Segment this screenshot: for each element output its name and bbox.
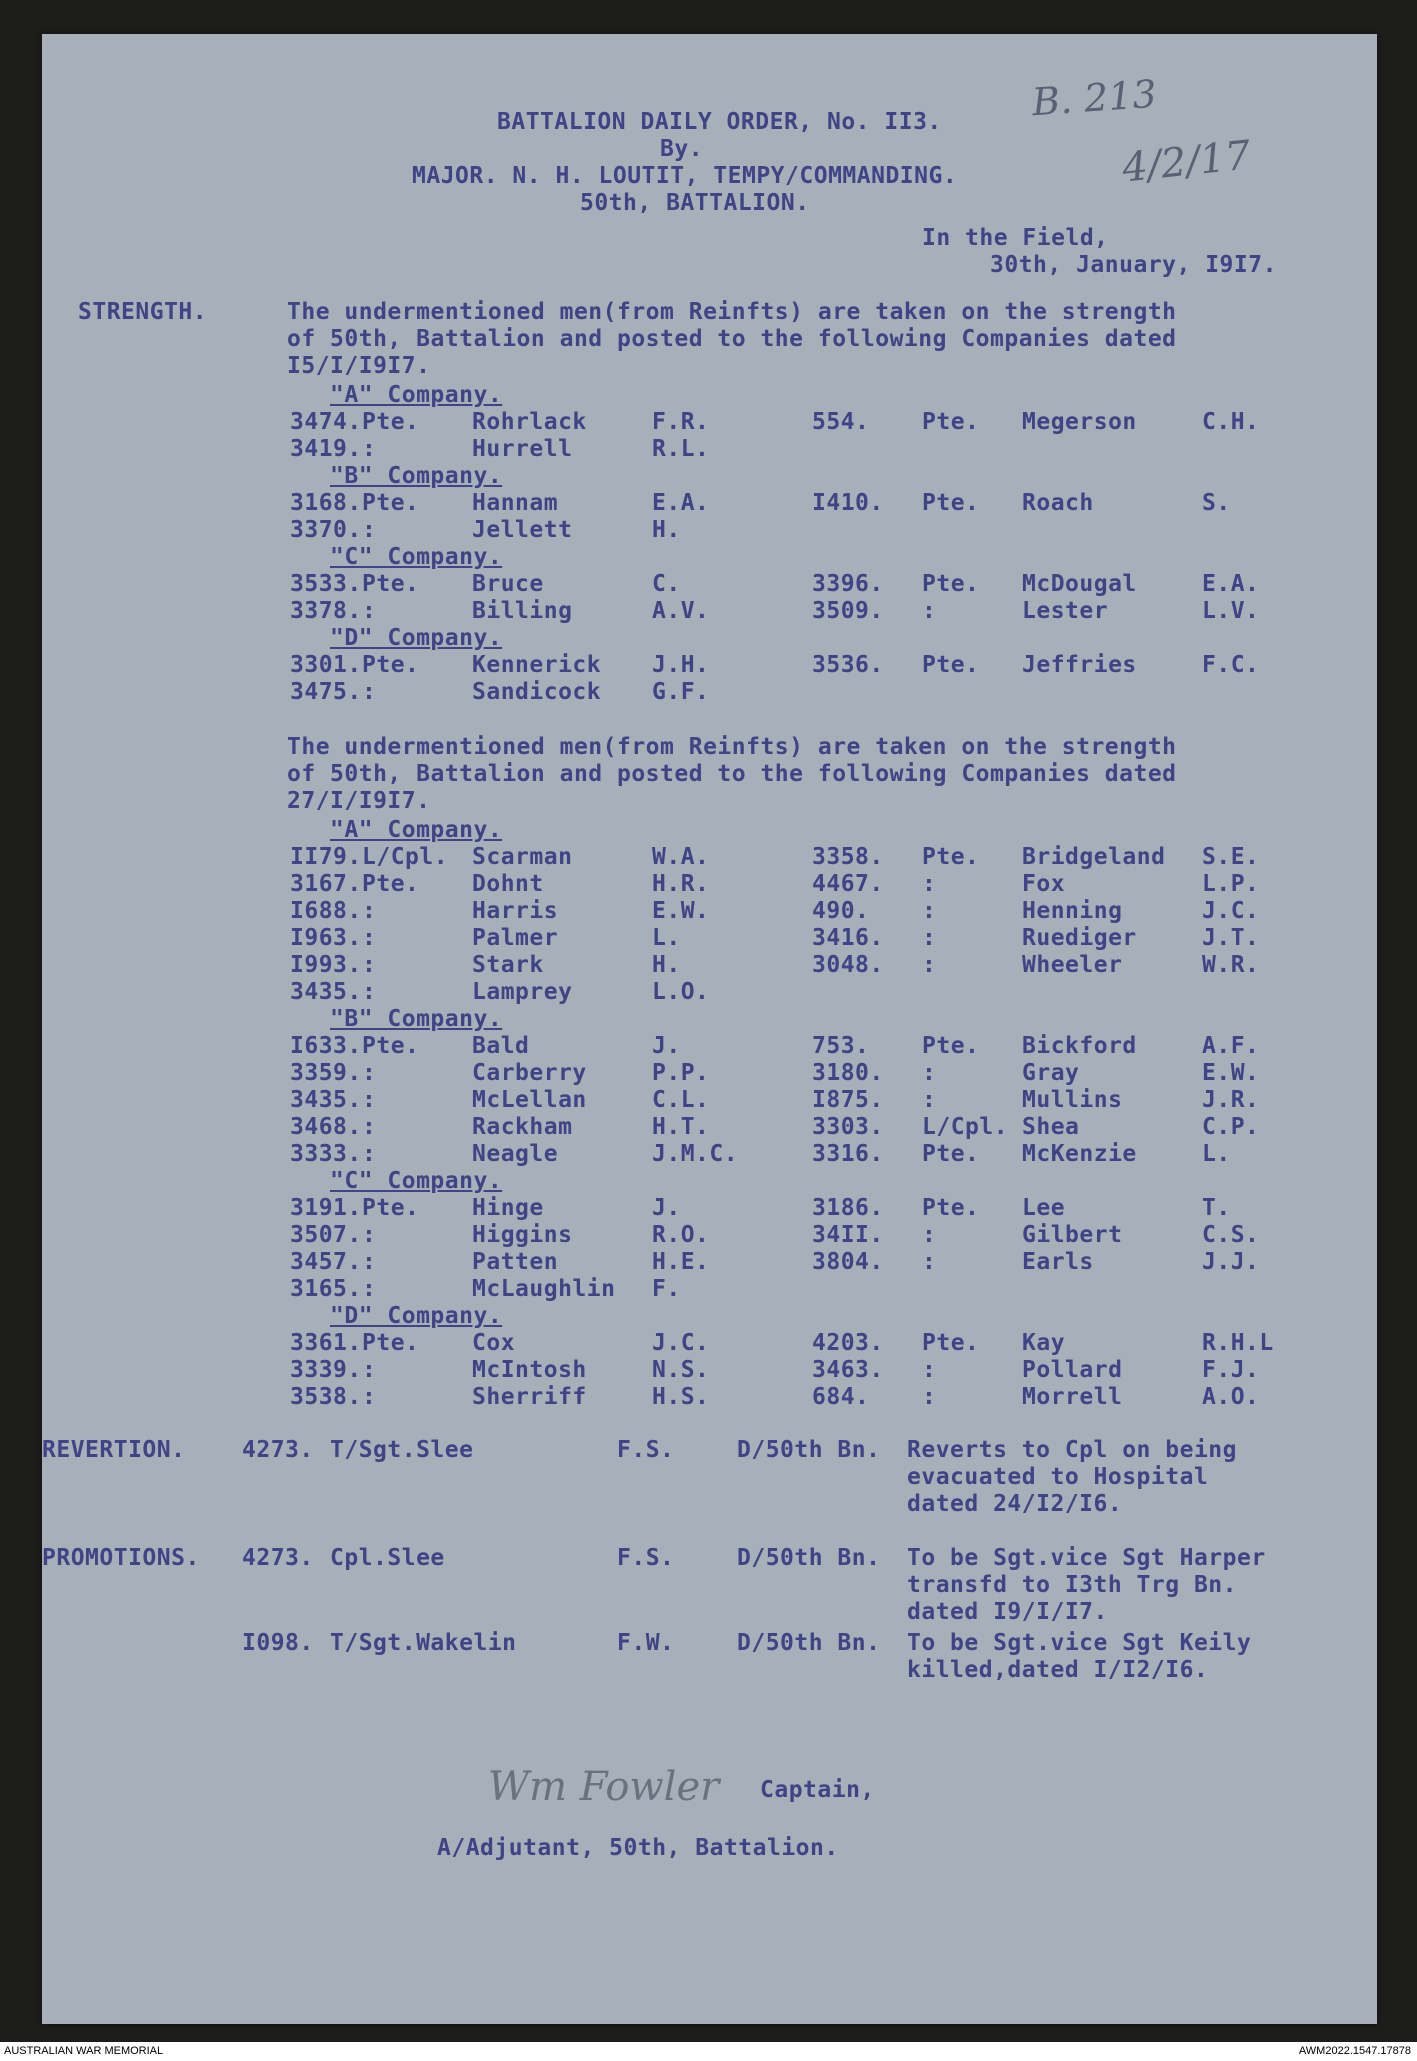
- roll-cell: Gray: [1022, 1060, 1080, 1086]
- roll-cell: 3419.: [290, 436, 362, 462]
- roll-cell: 3301.: [290, 652, 362, 678]
- roll-cell: 3378.: [290, 598, 362, 624]
- roll-cell: S.: [1202, 490, 1231, 516]
- company-heading: "B" Company.: [330, 1006, 503, 1032]
- roll-cell: Sandicock: [472, 679, 602, 705]
- roll-cell: C.S.: [1202, 1222, 1260, 1248]
- roll-cell: 3468.: [290, 1114, 362, 1140]
- roll-cell: 3168.: [290, 490, 362, 516]
- roll-cell: Fox: [1022, 871, 1066, 897]
- roll-cell: Ruediger: [1022, 925, 1137, 951]
- roll-cell: Bald: [472, 1033, 530, 1059]
- roll-cell: Pte.: [922, 1141, 980, 1167]
- strength-paragraph-2-line: 27/I/I9I7.: [287, 788, 431, 814]
- strength-paragraph-1-line: I5/I/I9I7.: [287, 353, 431, 379]
- reversion-number: 4273.: [242, 1437, 314, 1463]
- roll-cell: 3303.: [812, 1114, 884, 1140]
- roll-cell: 3167.: [290, 871, 362, 897]
- roll-cell: Bickford: [1022, 1033, 1137, 1059]
- roll-cell: 3191.: [290, 1195, 362, 1221]
- roll-cell: :: [362, 1357, 377, 1383]
- reversion-text: dated 24/I2/I6.: [907, 1491, 1123, 1517]
- roll-cell: Pte.: [362, 409, 420, 435]
- roll-cell: Pollard: [1022, 1357, 1123, 1383]
- promotion-text: To be Sgt.vice Sgt Keily: [907, 1630, 1252, 1656]
- order-title: BATTALION DAILY ORDER, No. II3.: [497, 109, 942, 135]
- roll-cell: 3435.: [290, 1087, 362, 1113]
- roll-cell: 3457.: [290, 1249, 362, 1275]
- roll-cell: Stark: [472, 952, 544, 978]
- company-heading: "C" Company.: [330, 544, 503, 570]
- roll-cell: :: [922, 598, 937, 624]
- roll-cell: R.L.: [652, 436, 710, 462]
- handwritten-signature: Wm Fowler: [488, 1764, 720, 1810]
- promotion-name: Cpl.Slee: [330, 1545, 445, 1571]
- roll-cell: Rackham: [472, 1114, 573, 1140]
- handwritten-reference: B. 213: [1030, 71, 1159, 125]
- roll-cell: Pte.: [922, 571, 980, 597]
- roll-cell: 3316.: [812, 1141, 884, 1167]
- roll-cell: Pte.: [362, 490, 420, 516]
- roll-cell: 3435.: [290, 979, 362, 1005]
- reversion-text: Reverts to Cpl on being: [907, 1437, 1237, 1463]
- roll-cell: McDougal: [1022, 571, 1137, 597]
- roll-cell: :: [362, 925, 377, 951]
- reversion-initials: F.S.: [617, 1437, 675, 1463]
- roll-cell: R.H.L: [1202, 1330, 1274, 1356]
- roll-cell: I993.: [290, 952, 362, 978]
- roll-cell: Dohnt: [472, 871, 544, 897]
- roll-cell: 3396.: [812, 571, 884, 597]
- roll-cell: Palmer: [472, 925, 559, 951]
- roll-cell: 3180.: [812, 1060, 884, 1086]
- roll-cell: Pte.: [922, 490, 980, 516]
- roll-cell: :: [362, 1087, 377, 1113]
- roll-cell: J.: [652, 1033, 681, 1059]
- strength-paragraph-2-line: of 50th, Battalion and posted to the following Companies dated: [287, 761, 1177, 787]
- promotions-heading: PROMOTIONS.: [42, 1545, 200, 1571]
- roll-cell: Patten: [472, 1249, 559, 1275]
- archive-footer: [0, 2042, 1417, 2061]
- roll-cell: 3507.: [290, 1222, 362, 1248]
- roll-cell: McIntosh: [472, 1357, 587, 1383]
- roll-cell: Henning: [1022, 898, 1123, 924]
- roll-cell: H.S.: [652, 1384, 710, 1410]
- roll-cell: 490.: [812, 898, 870, 924]
- roll-cell: J.H.: [652, 652, 710, 678]
- promotion-text: To be Sgt.vice Sgt Harper: [907, 1545, 1266, 1571]
- roll-cell: :: [362, 436, 377, 462]
- roll-cell: E.W.: [652, 898, 710, 924]
- roll-cell: :: [362, 1276, 377, 1302]
- roll-cell: :: [362, 1114, 377, 1140]
- roll-cell: Megerson: [1022, 409, 1137, 435]
- roll-cell: 3048.: [812, 952, 884, 978]
- roll-cell: Kay: [1022, 1330, 1066, 1356]
- roll-cell: 3370.: [290, 517, 362, 543]
- reversion-name: T/Sgt.Slee: [330, 1437, 474, 1463]
- roll-cell: J.R.: [1202, 1087, 1260, 1113]
- roll-cell: C.: [652, 571, 681, 597]
- roll-cell: J.C.: [652, 1330, 710, 1356]
- roll-cell: 4203.: [812, 1330, 884, 1356]
- roll-cell: F.: [652, 1276, 681, 1302]
- roll-cell: :: [922, 1087, 937, 1113]
- roll-cell: Harris: [472, 898, 559, 924]
- roll-cell: Earls: [1022, 1249, 1094, 1275]
- by-line: By.: [660, 136, 704, 162]
- roll-cell: :: [362, 1249, 377, 1275]
- roll-cell: I410.: [812, 490, 884, 516]
- promotion-initials: F.S.: [617, 1545, 675, 1571]
- roll-cell: 3804.: [812, 1249, 884, 1275]
- reversion-unit: D/50th Bn.: [737, 1437, 881, 1463]
- roll-cell: :: [922, 1357, 937, 1383]
- roll-cell: :: [362, 952, 377, 978]
- roll-cell: E.W.: [1202, 1060, 1260, 1086]
- unit-line: 50th, BATTALION.: [580, 190, 810, 216]
- roll-cell: I688.: [290, 898, 362, 924]
- company-heading: "D" Company.: [330, 1303, 503, 1329]
- strength-heading: STRENGTH.: [78, 299, 208, 325]
- promotion-text: transfd to I3th Trg Bn.: [907, 1572, 1237, 1598]
- roll-cell: Higgins: [472, 1222, 573, 1248]
- roll-cell: :: [362, 898, 377, 924]
- roll-cell: Lester: [1022, 598, 1109, 624]
- roll-cell: P.P.: [652, 1060, 710, 1086]
- roll-cell: Rohrlack: [472, 409, 587, 435]
- roll-cell: Billing: [472, 598, 573, 624]
- roll-cell: 753.: [812, 1033, 870, 1059]
- company-heading: "A" Company.: [330, 382, 503, 408]
- roll-cell: J.T.: [1202, 925, 1260, 951]
- roll-cell: 3361.: [290, 1330, 362, 1356]
- roll-cell: McLaughlin: [472, 1276, 616, 1302]
- roll-cell: J.C.: [1202, 898, 1260, 924]
- roll-cell: N.S.: [652, 1357, 710, 1383]
- roll-cell: R.O.: [652, 1222, 710, 1248]
- roll-cell: I633.: [290, 1033, 362, 1059]
- promotion-unit: D/50th Bn.: [737, 1630, 881, 1656]
- roll-cell: A.O.: [1202, 1384, 1260, 1410]
- roll-cell: C.H.: [1202, 409, 1260, 435]
- roll-cell: C.L.: [652, 1087, 710, 1113]
- roll-cell: :: [922, 1060, 937, 1086]
- reversion-heading: REVERTION.: [42, 1437, 186, 1463]
- roll-cell: :: [362, 679, 377, 705]
- roll-cell: II79.: [290, 844, 362, 870]
- roll-cell: 3474.: [290, 409, 362, 435]
- roll-cell: H.: [652, 952, 681, 978]
- roll-cell: 3475.: [290, 679, 362, 705]
- roll-cell: I875.: [812, 1087, 884, 1113]
- roll-cell: Pte.: [922, 652, 980, 678]
- company-heading: "D" Company.: [330, 625, 503, 651]
- roll-cell: 3536.: [812, 652, 884, 678]
- roll-cell: J.J.: [1202, 1249, 1260, 1275]
- roll-cell: L.O.: [652, 979, 710, 1005]
- roll-cell: C.P.: [1202, 1114, 1260, 1140]
- roll-cell: Pte.: [922, 1330, 980, 1356]
- document-page: [42, 34, 1377, 2024]
- roll-cell: Pte.: [922, 409, 980, 435]
- roll-cell: E.A.: [652, 490, 710, 516]
- roll-cell: L.: [652, 925, 681, 951]
- roll-cell: :: [362, 1141, 377, 1167]
- roll-cell: :: [362, 598, 377, 624]
- strength-paragraph-1-line: The undermentioned men(from Reinfts) are taken on the strength: [287, 299, 1177, 325]
- roll-cell: Sherriff: [472, 1384, 587, 1410]
- roll-cell: McKenzie: [1022, 1141, 1137, 1167]
- roll-cell: Roach: [1022, 490, 1094, 516]
- roll-cell: H.: [652, 517, 681, 543]
- roll-cell: A.F.: [1202, 1033, 1260, 1059]
- roll-cell: L.V.: [1202, 598, 1260, 624]
- roll-cell: 3333.: [290, 1141, 362, 1167]
- roll-cell: Kennerick: [472, 652, 602, 678]
- roll-cell: Scarman: [472, 844, 573, 870]
- roll-cell: McLellan: [472, 1087, 587, 1113]
- signature-role: A/Adjutant, 50th, Battalion.: [437, 1835, 839, 1861]
- roll-cell: Shea: [1022, 1114, 1080, 1140]
- roll-cell: Hurrell: [472, 436, 573, 462]
- roll-cell: H.R.: [652, 871, 710, 897]
- roll-cell: 3533.: [290, 571, 362, 597]
- roll-cell: L.: [1202, 1141, 1231, 1167]
- roll-cell: :: [362, 1222, 377, 1248]
- roll-cell: Pte.: [922, 1195, 980, 1221]
- roll-cell: H.E.: [652, 1249, 710, 1275]
- roll-cell: J.: [652, 1195, 681, 1221]
- company-heading: "A" Company.: [330, 817, 503, 843]
- promotion-name: T/Sgt.Wakelin: [330, 1630, 517, 1656]
- roll-cell: Jeffries: [1022, 652, 1137, 678]
- roll-cell: Pte.: [922, 844, 980, 870]
- roll-cell: :: [922, 871, 937, 897]
- roll-cell: 3509.: [812, 598, 884, 624]
- handwritten-date: 4/2/17: [1119, 132, 1253, 192]
- roll-cell: L/Cpl.: [362, 844, 449, 870]
- footer-right: AWM2022.1547.17878: [1298, 2045, 1411, 2057]
- roll-cell: :: [362, 517, 377, 543]
- roll-cell: Morrell: [1022, 1384, 1123, 1410]
- roll-cell: 3538.: [290, 1384, 362, 1410]
- strength-paragraph-2-line: The undermentioned men(from Reinfts) are taken on the strength: [287, 734, 1177, 760]
- roll-cell: E.A.: [1202, 571, 1260, 597]
- reversion-text: evacuated to Hospital: [907, 1464, 1209, 1490]
- roll-cell: I963.: [290, 925, 362, 951]
- roll-cell: :: [922, 1222, 937, 1248]
- roll-cell: L.P.: [1202, 871, 1260, 897]
- place-line: In the Field,: [922, 225, 1109, 251]
- roll-cell: Pte.: [362, 1330, 420, 1356]
- promotion-unit: D/50th Bn.: [737, 1545, 881, 1571]
- roll-cell: :: [362, 1060, 377, 1086]
- roll-cell: G.F.: [652, 679, 710, 705]
- roll-cell: 3186.: [812, 1195, 884, 1221]
- roll-cell: 3463.: [812, 1357, 884, 1383]
- promotion-text: killed,dated I/I2/I6.: [907, 1657, 1209, 1683]
- promotion-number: I098.: [242, 1630, 314, 1656]
- roll-cell: Pte.: [362, 652, 420, 678]
- roll-cell: A.V.: [652, 598, 710, 624]
- roll-cell: W.R.: [1202, 952, 1260, 978]
- roll-cell: 4467.: [812, 871, 884, 897]
- roll-cell: S.E.: [1202, 844, 1260, 870]
- roll-cell: 34II.: [812, 1222, 884, 1248]
- roll-cell: 3165.: [290, 1276, 362, 1302]
- roll-cell: Bridgeland: [1022, 844, 1166, 870]
- roll-cell: Hannam: [472, 490, 559, 516]
- roll-cell: Pte.: [362, 871, 420, 897]
- roll-cell: :: [922, 952, 937, 978]
- roll-cell: Lamprey: [472, 979, 573, 1005]
- roll-cell: Cox: [472, 1330, 516, 1356]
- roll-cell: Carberry: [472, 1060, 587, 1086]
- roll-cell: T.: [1202, 1195, 1231, 1221]
- company-heading: "B" Company.: [330, 463, 503, 489]
- roll-cell: :: [922, 1249, 937, 1275]
- roll-cell: Pte.: [362, 1033, 420, 1059]
- roll-cell: 3416.: [812, 925, 884, 951]
- roll-cell: Neagle: [472, 1141, 559, 1167]
- roll-cell: F.C.: [1202, 652, 1260, 678]
- roll-cell: :: [922, 925, 937, 951]
- roll-cell: :: [362, 1384, 377, 1410]
- roll-cell: Mullins: [1022, 1087, 1123, 1113]
- promotion-number: 4273.: [242, 1545, 314, 1571]
- roll-cell: F.J.: [1202, 1357, 1260, 1383]
- commander-line: MAJOR. N. H. LOUTIT, TEMPY/COMMANDING.: [412, 163, 958, 189]
- roll-cell: Pte.: [362, 1195, 420, 1221]
- strength-paragraph-1-line: of 50th, Battalion and posted to the following Companies dated: [287, 326, 1177, 352]
- signature-rank: Captain,: [760, 1777, 875, 1803]
- roll-cell: :: [922, 1384, 937, 1410]
- company-heading: "C" Company.: [330, 1168, 503, 1194]
- roll-cell: H.T.: [652, 1114, 710, 1140]
- roll-cell: Wheeler: [1022, 952, 1123, 978]
- roll-cell: L/Cpl.: [922, 1114, 1009, 1140]
- promotion-initials: F.W.: [617, 1630, 675, 1656]
- promotion-text: dated I9/I/I7.: [907, 1599, 1108, 1625]
- roll-cell: F.R.: [652, 409, 710, 435]
- roll-cell: Gilbert: [1022, 1222, 1123, 1248]
- roll-cell: 684.: [812, 1384, 870, 1410]
- roll-cell: Pte.: [362, 571, 420, 597]
- roll-cell: J.M.C.: [652, 1141, 739, 1167]
- roll-cell: 3359.: [290, 1060, 362, 1086]
- roll-cell: Bruce: [472, 571, 544, 597]
- roll-cell: 554.: [812, 409, 870, 435]
- roll-cell: :: [362, 979, 377, 1005]
- date-line: 30th, January, I9I7.: [990, 252, 1277, 278]
- roll-cell: :: [922, 898, 937, 924]
- footer-left: AUSTRALIAN WAR MEMORIAL: [4, 2045, 164, 2057]
- roll-cell: Pte.: [922, 1033, 980, 1059]
- roll-cell: 3339.: [290, 1357, 362, 1383]
- roll-cell: Lee: [1022, 1195, 1066, 1221]
- roll-cell: Jellett: [472, 517, 573, 543]
- roll-cell: Hinge: [472, 1195, 544, 1221]
- roll-cell: W.A.: [652, 844, 710, 870]
- roll-cell: 3358.: [812, 844, 884, 870]
